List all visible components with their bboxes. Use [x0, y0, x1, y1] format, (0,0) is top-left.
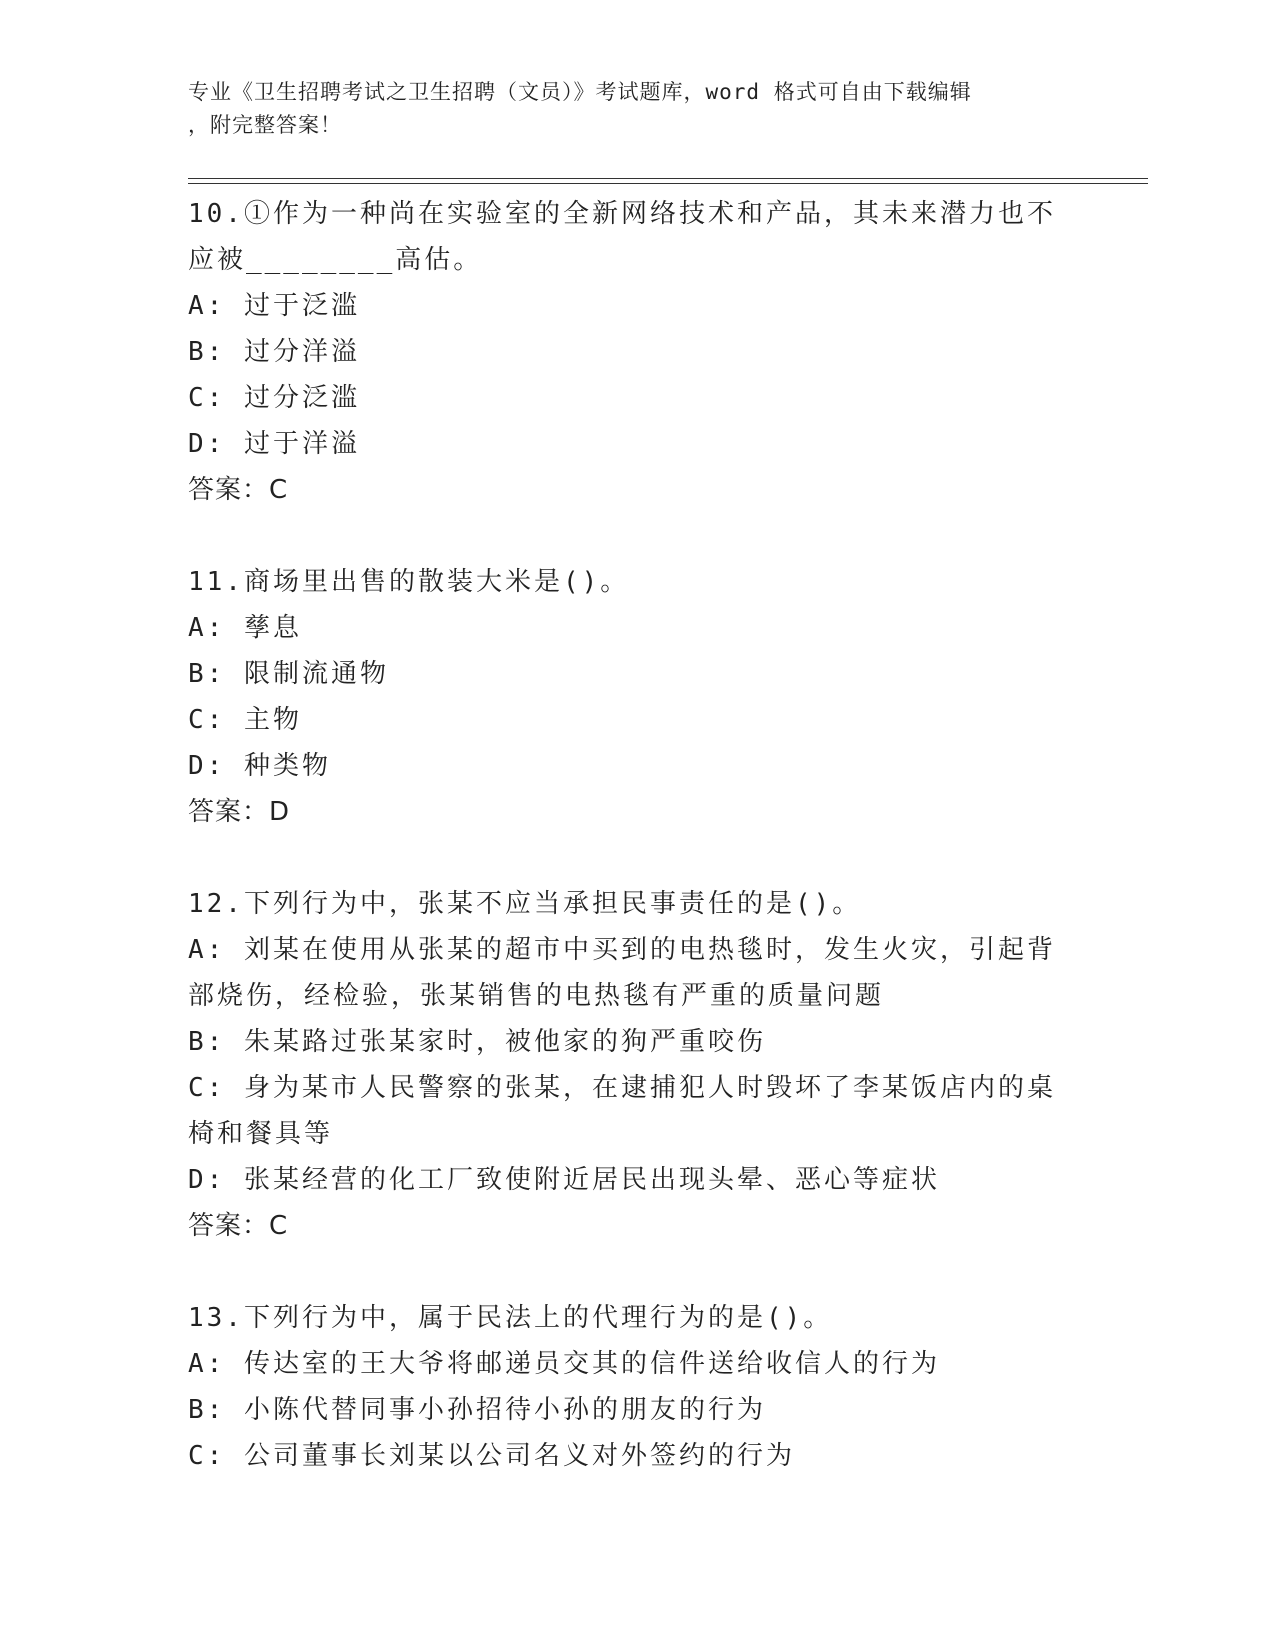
- question-11: [188, 559, 1068, 835]
- option-c: C: 主物: [188, 705, 302, 735]
- question-stem: 13.下列行为中，属于民法上的代理行为的是()。: [188, 1303, 833, 1333]
- answer-line: 答案：C: [188, 1211, 289, 1241]
- option-c: C: 过分泛滥: [188, 383, 360, 413]
- option-d: D: 种类物: [188, 751, 331, 781]
- option-b: B: 小陈代替同事小孙招待小孙的朋友的行为: [188, 1395, 766, 1425]
- option-a: A: 孳息: [188, 613, 302, 643]
- header-line-2: ，附完整答案！: [188, 113, 342, 137]
- option-a: A: 刘某在使用从张某的超市中买到的电热毯时，发生火灾，引起背部烧伤，经检验，张某销售的电热毯有严重的质量问题: [188, 935, 1056, 1011]
- divider-line-top: [188, 178, 1148, 179]
- question-stem: 11.商场里出售的散装大米是()。: [188, 567, 630, 597]
- option-b: B: 朱某路过张某家时，被他家的狗严重咬伤: [188, 1027, 766, 1057]
- option-a: A: 过于泛滥: [188, 291, 360, 321]
- question-12: [188, 881, 1068, 1249]
- question-10: [188, 191, 1068, 513]
- option-b: B: 限制流通物: [188, 659, 389, 689]
- option-d: D: 张某经营的化工厂致使附近居民出现头晕、恶心等症状: [188, 1165, 940, 1195]
- divider-line-bottom: [188, 183, 1148, 184]
- answer-line: 答案：D: [188, 797, 291, 827]
- question-list: [188, 191, 1068, 1525]
- option-a: A: 传达室的王大爷将邮递员交其的信件送给收信人的行为: [188, 1349, 940, 1379]
- answer-line: 答案：C: [188, 475, 289, 505]
- header-divider: [188, 178, 1148, 184]
- option-c: C: 公司董事长刘某以公司名义对外签约的行为: [188, 1441, 795, 1471]
- option-d: D: 过于洋溢: [188, 429, 360, 459]
- question-stem: 12.下列行为中，张某不应当承担民事责任的是()。: [188, 889, 862, 919]
- header-line-1: 专业《卫生招聘考试之卫生招聘（文员）》考试题库，word 格式可自由下载编辑: [188, 80, 972, 104]
- question-13: [188, 1295, 1068, 1479]
- question-stem: 10.①作为一种尚在实验室的全新网络技术和产品，其未来潜力也不应被________高估。: [188, 199, 1056, 275]
- option-b: B: 过分洋溢: [188, 337, 360, 367]
- document-header: [188, 76, 1068, 142]
- option-c: C: 身为某市人民警察的张某，在逮捕犯人时毁坏了李某饭店内的桌椅和餐具等: [188, 1073, 1056, 1149]
